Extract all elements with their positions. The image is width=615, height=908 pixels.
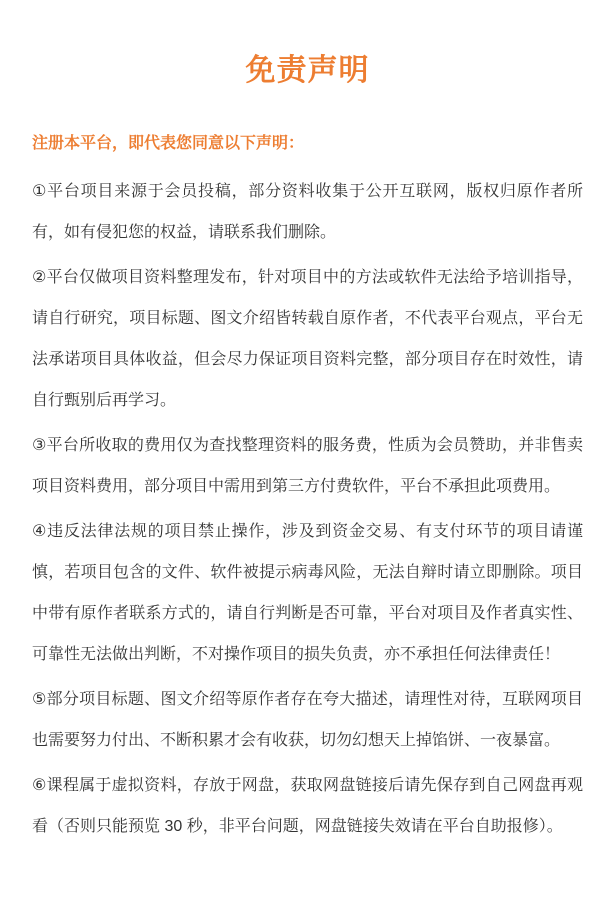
disclaimer-page — [0, 52, 615, 908]
disclaimer-item-6: ⑥课程属于虚拟资料，存放于网盘，获取网盘链接后请先保存到自己网盘再观看（否则只能预览 30 秒，非平台问题，网盘链接失效请在平台自助报修）。 — [32, 777, 583, 835]
intro-statement: 注册本平台，即代表您同意以下声明： — [32, 135, 305, 152]
page-title: 免责声明 — [245, 54, 370, 87]
disclaimer-item-4: ④违反法律法规的项目禁止操作，涉及到资金交易、有支付环节的项目请谨慎，若项目包含的文件、软件被提示病毒风险，无法自辩时请立即删除。项目中带有原作者联系方式的，请自行判断是否可靠，平台对项目及作者真实性、可靠性无法做出判断，不对操作项目的损失负责，亦不承担任何法律责任！ — [32, 523, 583, 663]
disclaimer-item-5: ⑤部分项目标题、图文介绍等原作者存在夸大描述，请理性对待，互联网项目也需要努力付出、不断积累才会有收获，切勿幻想天上掉馅饼、一夜暴富。 — [32, 691, 583, 749]
disclaimer-item-1: ①平台项目来源于会员投稿，部分资料收集于公开互联网，版权归原作者所有，如有侵犯您的权益，请联系我们删除。 — [32, 183, 583, 241]
disclaimer-body — [32, 171, 583, 847]
disclaimer-item-3: ③平台所收取的费用仅为查找整理资料的服务费，性质为会员赞助，并非售卖项目资料费用，部分项目中需用到第三方付费软件，平台不承担此项费用。 — [32, 437, 583, 495]
disclaimer-item-2: ②平台仅做项目资料整理发布，针对项目中的方法或软件无法给予培训指导，请自行研究，项目标题、图文介绍皆转载自原作者，不代表平台观点，平台无法承诺项目具体收益，但会尽力保证项目资料完整，部分项目存在时效性，请自行甄别后再学习。 — [32, 269, 583, 409]
